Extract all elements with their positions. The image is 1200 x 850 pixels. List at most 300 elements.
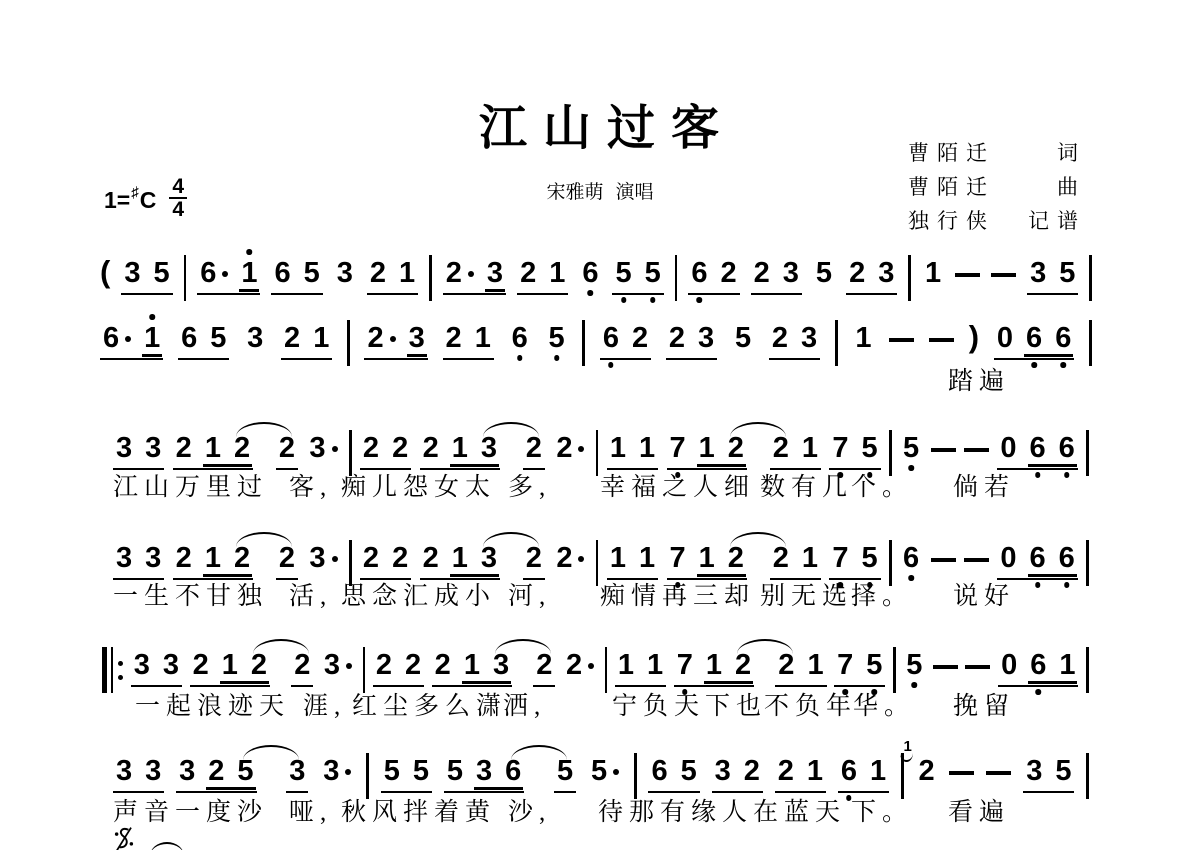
lyric-segment: 痴儿怨女太 [341,474,497,501]
sharp-accidental-icon: ♯ [131,183,139,201]
beam-group [367,258,418,295]
repeat-thin-bar [111,647,113,693]
barline [1089,320,1092,366]
note [413,756,429,786]
note-digit: 6 [200,257,217,289]
note-digit: 2 [192,649,209,681]
note-digit: 5 [303,257,320,289]
note [855,323,871,353]
duration-dash [889,338,914,342]
beam-group [712,756,763,793]
note-digit: 5 [383,755,400,787]
note [313,323,329,353]
duration-dash [964,448,989,452]
score-line [100,254,1092,312]
note [234,433,250,463]
beam-group [444,756,524,793]
note-digit: 5 [591,755,608,787]
note-digit: 2 [520,257,537,289]
note [681,756,697,786]
note-digit: 6 [1029,542,1046,574]
note [772,323,788,353]
note [247,323,263,353]
note [309,543,337,573]
note-digit: 1 [647,649,664,681]
note [176,543,192,573]
beam-group [846,258,897,295]
note [1055,756,1071,786]
augmentation-dot [468,271,474,277]
note-digit: 1 [609,542,626,574]
note-digit: 2 [294,649,311,681]
note [866,650,882,680]
note-digit: 2 [727,432,744,464]
barline [1086,753,1089,799]
key-signature [104,175,187,221]
note [603,323,619,353]
note [370,258,386,288]
beam-group [1027,258,1078,295]
barline [347,320,350,366]
note [816,258,832,288]
note [446,323,462,353]
octave-dot-low [1036,689,1042,695]
beam-group [381,756,432,793]
note-digit: 2 [367,322,384,354]
beam-group [829,433,880,470]
note [145,543,161,573]
note-digit: 1 [855,322,872,354]
beam-group [922,258,944,288]
note-digit: 2 [362,542,380,574]
barline [596,430,599,476]
duration-dash [933,665,958,669]
barline [605,647,608,693]
beam-group [420,433,500,470]
note-digit: 2 [404,649,422,681]
augmentation-dot [578,446,584,452]
octave-dot-low [554,355,560,361]
note-digit: 5 [153,257,170,289]
note-digit: 2 [175,432,192,464]
note [116,543,132,573]
note-digit: 1 [451,542,468,574]
note-digit: 2 [175,542,192,574]
duration-dash [991,273,1016,277]
lyric-segment: 不负年 [764,693,858,720]
barline [349,430,352,476]
octave-dot-low [588,290,594,296]
barline [363,647,366,693]
beam-group [998,650,1078,687]
note [116,433,132,463]
note-digit: 3 [1026,755,1043,787]
note-digit: 7 [837,649,854,681]
octave-dot-low [1035,472,1041,478]
note [903,433,919,463]
note [556,543,584,573]
note [903,543,919,573]
beam-group [113,433,164,470]
barline [1089,255,1092,301]
lyric-segment: 活, [289,583,333,610]
note-digit: 2 [536,649,553,681]
note [670,433,686,463]
duration-dash [965,665,990,669]
note-digit: 1 [241,257,258,289]
note [493,650,509,680]
repeat-thick-bar [102,647,107,693]
tie-slur [483,532,539,547]
note [807,650,823,680]
note-digit: 1 [617,649,634,681]
duration-dash [931,448,956,452]
octave-dot-low [517,355,523,361]
note [367,323,395,353]
double-underline-group [476,756,521,786]
note [323,756,351,786]
barline [889,430,892,476]
note-digit: 1 [399,257,416,289]
note-digit: 7 [669,542,686,574]
note [1030,650,1046,680]
note [274,258,290,288]
note-digit: 1 [204,542,221,574]
lyric-segment: 幸福之人细 [600,474,756,501]
note-digit: 3 [145,755,162,787]
lyric-segment: 秋风拌着黄 [341,799,497,826]
lyric-segment: 声音一度沙 [113,799,269,826]
note-digit: 6 [103,322,120,354]
beam-group [813,258,835,288]
note-digit: 5 [866,649,883,681]
note [841,756,857,786]
note-digit: 6 [691,257,708,289]
note-digit: 5 [861,542,878,574]
note [773,433,789,463]
note-digit: 3 [145,542,162,574]
beam-group [113,543,164,580]
meter-denominator: 4 [172,198,185,221]
beam-group [131,650,182,687]
note [832,433,848,463]
lyric-segment: 别无选 [760,583,854,610]
lyric-segment: 看遍 [948,799,1011,826]
note-digit: 6 [1029,432,1046,464]
beam-group [648,756,699,793]
note [615,258,631,288]
note-digit: 7 [832,542,849,574]
note-digit: 3 [476,755,493,787]
note [475,323,491,353]
note [181,323,197,353]
duration-dash [955,273,980,277]
note [1000,433,1016,463]
note [423,543,439,573]
augmentation-dot [588,663,594,669]
note [284,323,300,353]
beam-group [360,543,411,580]
note-digit: 6 [1030,649,1047,681]
lyricist-role: 词 [1057,141,1086,165]
octave-dot-low [1035,582,1041,588]
note-digit: 6 [181,322,198,354]
note [1059,258,1075,288]
note [997,323,1013,353]
note [906,650,922,680]
note [423,433,439,463]
beam-group [838,756,889,793]
note-digit: 0 [1000,542,1017,574]
note-digit: 3 [801,322,818,354]
note-digit: 3 [289,755,306,787]
beam-group [173,433,253,470]
note-digit: 2 [233,432,251,464]
beam-group [173,543,253,580]
note [582,258,598,288]
composer-credit [908,174,1086,200]
note [481,433,497,463]
note-digit: 2 [369,257,387,289]
barline [582,320,585,366]
note [801,323,817,353]
lyric-segment: 踏遍 [948,368,1011,395]
note-digit: 2 [849,257,866,289]
note [618,650,634,680]
note [241,258,257,288]
note [505,756,521,786]
note-digit: 1 [1059,649,1076,681]
double-underline-group [452,543,497,573]
barline [596,540,599,586]
beam-group [271,258,322,295]
note-digit: 3 [145,432,162,464]
note [715,756,731,786]
double-underline-group [1030,433,1075,463]
octave-dot-low [912,682,918,688]
note [144,323,160,353]
barline [366,753,369,799]
cutoff-slur-arc [150,842,184,850]
note-digit: 2 [556,432,573,464]
tie-slur [730,422,786,437]
note-digit: 2 [772,542,789,574]
note-digit: 6 [903,542,920,574]
tie-slur [495,639,551,654]
note-digit: 3 [714,755,731,787]
lyric-segment: 挽留 [953,693,1016,720]
note [193,650,209,680]
beam-group [852,323,874,353]
note [802,433,818,463]
beam-group [770,433,821,470]
note-digit: 5 [906,649,923,681]
note [153,258,169,288]
note [870,756,886,786]
note-digit: 2 [278,432,296,464]
note [452,433,468,463]
note [566,650,594,680]
double-underline-group [699,433,744,463]
note-digit: 3 [323,755,340,787]
note-digit: 2 [525,432,542,464]
beam-group [291,650,313,687]
lyric-segment: 倘若 [953,474,1016,501]
note-digit: 1 [870,755,887,787]
note-digit: 0 [1001,649,1018,681]
note [476,756,492,786]
beam-group [612,258,663,295]
beam-group [178,323,229,360]
note-digit: 5 [1059,257,1076,289]
note [1030,543,1046,573]
duration-dash [931,558,956,562]
note-digit: 3 [179,755,196,787]
octave-dot-low [697,297,703,303]
note-digit: 3 [124,257,141,289]
beam-group [688,258,739,295]
double-underline-group [205,543,250,573]
note [163,650,179,680]
beam-group [276,433,298,470]
barline [429,255,432,301]
note-digit: 7 [832,432,849,464]
score-line [100,319,1092,377]
note-digit: 1 [144,322,161,354]
note [639,433,655,463]
beam-group [533,650,555,687]
beam-group [306,433,340,463]
note [399,258,415,288]
beam-group [100,323,163,360]
lyric-segment: 红尘多么潇 [352,693,508,720]
note-digit: 5 [548,322,565,354]
lyric-segment: 待那有缘人在蓝天 [598,799,847,826]
note-digit: 6 [1026,322,1043,354]
double-underline-group [487,258,503,288]
note-digit: 1 [801,432,818,464]
tie-slur [730,532,786,547]
repeat-dots [118,661,123,680]
octave-dot-low [1064,582,1070,588]
note [294,650,310,680]
beam-group [674,650,754,687]
note-digit: 2 [556,542,573,574]
note-digit: 1 [313,322,330,354]
note [520,258,536,288]
note-digit: 2 [445,257,462,289]
lyricist-credit [908,140,1086,166]
note [512,323,528,353]
note [878,258,894,288]
beam-group [900,543,922,573]
note-digit: 2 [668,322,686,354]
note [384,756,400,786]
beam-group [190,650,270,687]
note-digit: 2 [525,542,542,574]
augmentation-dot [125,336,131,342]
note [289,756,305,786]
parenthesis: ) [968,319,980,354]
lyric-segment: 择。 [851,583,914,610]
beam-group [579,258,601,288]
beam-group [443,323,494,360]
beam-group [900,433,922,463]
time-signature [169,177,187,219]
note [691,258,707,288]
note [728,433,744,463]
note-digit: 3 [247,322,264,354]
note [783,258,799,288]
note [925,258,941,288]
beam-group [546,323,568,353]
note-digit: 1 [698,542,715,574]
double-underline-group [1030,543,1075,573]
octave-dot-low [908,465,914,471]
tie-slur [243,745,299,760]
note [557,756,573,786]
tie-slur [236,532,292,547]
octave-dot-low [1031,362,1037,368]
note-digit: 2 [777,755,794,787]
augmentation-dot [345,769,351,775]
note [179,756,195,786]
note [464,650,480,680]
note [237,756,253,786]
beam-group [834,650,885,687]
note [849,258,865,288]
octave-dot-low [621,297,627,303]
note-digit: 2 [727,542,744,574]
beam-group [997,543,1077,580]
note-digit: 6 [651,755,668,787]
note-digit: 2 [362,432,380,464]
note [632,323,648,353]
grace-note: 1 [903,738,912,755]
composer-role: 曲 [1057,175,1086,199]
note [778,650,794,680]
octave-dot-high [149,314,155,320]
note-digit: 3 [116,542,133,574]
lyric-segment: 思念汇成小 [341,583,497,610]
beam-group [775,650,826,687]
note-digit: 3 [323,649,341,681]
note-digit: 1 [221,649,238,681]
note [176,433,192,463]
note-digit: 5 [734,322,752,354]
note [773,543,789,573]
barline [835,320,838,366]
lyric-segment: 多, [508,474,552,501]
beam-group [666,323,717,360]
barline [908,255,911,301]
barline [634,753,637,799]
note-digit: 2 [753,257,770,289]
beam-group [1023,756,1074,793]
segno-icon [112,826,136,850]
augmentation-dot [613,769,619,775]
note [1059,543,1075,573]
note [446,258,474,288]
note [205,543,221,573]
beam-group [197,258,260,295]
note [103,323,131,353]
note [1026,323,1042,353]
note-digit: 2 [434,649,451,681]
tie-slur [253,639,309,654]
double-underline-group [241,258,257,288]
duration-dash [986,771,1011,775]
